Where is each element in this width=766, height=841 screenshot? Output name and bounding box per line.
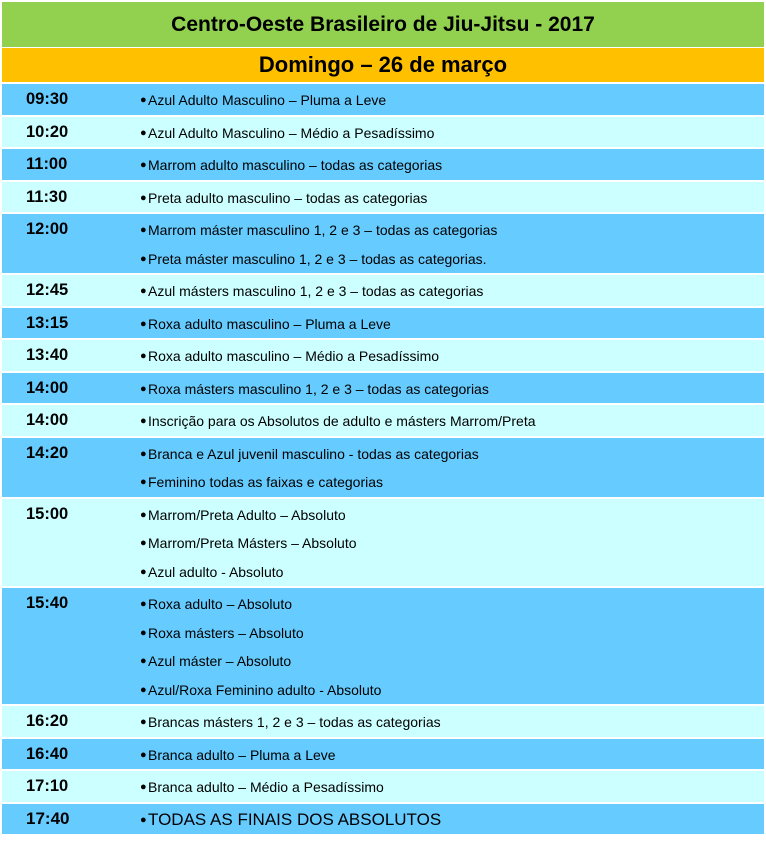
event-list <box>98 739 764 770</box>
schedule-row <box>2 804 764 837</box>
time-slot: 11:00 <box>26 155 68 173</box>
event-text: Branca adulto – Médio a Pesadíssimo <box>148 779 384 796</box>
time-slot: 10:20 <box>26 122 69 141</box>
event-list <box>98 405 764 436</box>
time-slot: 15:00 <box>26 504 69 523</box>
schedule-row <box>2 308 764 341</box>
schedule-row <box>2 84 764 117</box>
event-list <box>98 499 764 587</box>
bullet-icon: ● <box>140 716 147 729</box>
event-text: Preta adulto masculino – todas as categorias <box>148 189 428 206</box>
schedule-sheet <box>2 2 764 836</box>
time-slot: 09:30 <box>26 90 69 108</box>
list-item <box>98 741 764 770</box>
time-slot: 14:00 <box>26 411 69 429</box>
bullet-icon: ● <box>140 94 147 107</box>
schedule-row <box>2 149 764 182</box>
list-item <box>98 558 764 587</box>
list-item <box>98 342 764 371</box>
bullet-icon: ● <box>140 598 147 611</box>
event-list <box>98 182 764 213</box>
event-list <box>98 771 764 802</box>
event-list <box>98 340 764 371</box>
bullet-icon: ● <box>140 317 147 330</box>
bullet-icon: ● <box>140 655 147 668</box>
event-text: Marrom/Preta Másters – Absoluto <box>148 535 357 552</box>
event-list <box>98 275 764 306</box>
bullet-icon: ● <box>140 537 147 550</box>
event-text: Branca adulto – Pluma a Leve <box>148 746 336 763</box>
schedule-row <box>2 588 764 706</box>
list-item <box>98 773 764 802</box>
event-text: TODAS AS FINAIS DOS ABSOLUTOS <box>148 809 442 829</box>
schedule-row <box>2 706 764 739</box>
event-text: Roxa másters masculino 1, 2 e 3 – todas as categorias <box>148 380 489 397</box>
list-item <box>98 119 764 148</box>
event-text: Marrom/Preta Adulto – Absoluto <box>148 506 346 523</box>
bullet-icon: ● <box>140 565 147 578</box>
time-slot: 14:00 <box>26 378 69 397</box>
schedule-row <box>2 340 764 373</box>
time-slot: 15:40 <box>26 594 69 612</box>
event-list <box>98 438 764 497</box>
list-item <box>98 86 764 115</box>
event-list <box>98 149 764 180</box>
list-item <box>98 676 764 705</box>
bullet-icon: ● <box>140 813 147 826</box>
day-heading: Domingo – 26 de março <box>2 48 764 84</box>
list-item <box>98 184 764 213</box>
bullet-icon: ● <box>140 382 147 395</box>
list-item <box>98 501 764 530</box>
schedule-row <box>2 275 764 308</box>
bullet-icon: ● <box>140 159 147 172</box>
bullet-icon: ● <box>140 508 147 521</box>
bullet-icon: ● <box>140 285 147 298</box>
event-text: Marrom máster masculino 1, 2 e 3 – todas as categorias <box>148 222 498 239</box>
list-item <box>98 245 764 274</box>
bullet-icon: ● <box>140 683 147 696</box>
list-item <box>98 468 764 497</box>
list-item <box>98 216 764 245</box>
list-item <box>98 529 764 558</box>
event-text: Roxa adulto masculino – Médio a Pesadíssimo <box>148 348 440 365</box>
bullet-icon: ● <box>140 415 147 428</box>
schedule-row <box>2 214 764 275</box>
bullet-icon: ● <box>140 224 147 237</box>
schedule-row <box>2 373 764 406</box>
event-text: Azul másters masculino 1, 2 e 3 – todas as categorias <box>148 283 484 300</box>
bullet-icon: ● <box>140 626 147 639</box>
event-text: Azul/Roxa Feminino adulto - Absoluto <box>148 681 382 698</box>
bullet-icon: ● <box>140 350 147 363</box>
bullet-icon: ● <box>140 476 147 489</box>
event-text: Marrom adulto masculino – todas as categorias <box>148 157 443 174</box>
bullet-icon: ● <box>140 748 147 761</box>
event-text: Inscrição para os Absolutos de adulto e másters Marrom/Preta <box>148 413 536 430</box>
list-item <box>98 647 764 676</box>
time-slot: 12:00 <box>26 220 69 238</box>
time-slot: 17:10 <box>26 777 69 795</box>
event-list <box>98 373 764 404</box>
time-slot: 13:15 <box>26 313 69 332</box>
list-item <box>98 151 764 180</box>
bullet-icon: ● <box>140 126 147 139</box>
schedule-row <box>2 182 764 215</box>
list-item <box>98 375 764 404</box>
list-item <box>98 708 764 737</box>
schedule-row <box>2 771 764 804</box>
event-text: Roxa adulto – Absoluto <box>148 596 292 613</box>
event-text: Feminino todas as faixas e categorias <box>148 474 384 491</box>
event-list <box>98 84 764 115</box>
schedule-row <box>2 438 764 499</box>
time-slot: 12:45 <box>26 281 69 299</box>
event-list <box>98 804 764 835</box>
time-slot: 14:20 <box>26 443 69 462</box>
event-text: Roxa adulto masculino – Pluma a Leve <box>148 315 391 332</box>
list-item <box>98 440 764 469</box>
event-list <box>98 308 764 339</box>
list-item <box>98 806 764 835</box>
time-slot: 17:40 <box>26 808 70 828</box>
schedule-row <box>2 117 764 150</box>
bullet-icon: ● <box>140 252 147 265</box>
list-item <box>98 407 764 436</box>
event-text: Brancas másters 1, 2 e 3 – todas as categorias <box>148 714 441 731</box>
event-text: Branca e Azul juvenil masculino - todas as categorias <box>148 445 479 462</box>
event-text: Azul Adulto Masculino – Pluma a Leve <box>148 92 387 109</box>
event-text: Preta máster masculino 1, 2 e 3 – todas as categorias. <box>148 250 487 267</box>
schedule-row <box>2 499 764 589</box>
schedule-table <box>2 84 764 836</box>
bullet-icon: ● <box>140 447 147 460</box>
event-text: Azul Adulto Masculino – Médio a Pesadíssimo <box>148 124 435 141</box>
event-list <box>98 117 764 148</box>
list-item <box>98 277 764 306</box>
event-text: Azul adulto - Absoluto <box>148 563 284 580</box>
time-slot: 11:30 <box>26 187 68 206</box>
schedule-row <box>2 405 764 438</box>
event-list <box>98 706 764 737</box>
schedule-row <box>2 739 764 772</box>
event-text: Roxa másters – Absoluto <box>148 624 304 641</box>
page-title: Centro-Oeste Brasileiro de Jiu-Jitsu - 2017 <box>2 2 764 48</box>
list-item <box>98 590 764 619</box>
time-slot: 13:40 <box>26 346 69 364</box>
event-text: Azul máster – Absoluto <box>148 653 292 670</box>
list-item <box>98 619 764 648</box>
event-list <box>98 214 764 273</box>
bullet-icon: ● <box>140 191 147 204</box>
time-slot: 16:20 <box>26 712 69 730</box>
time-slot: 16:40 <box>26 744 69 763</box>
list-item <box>98 310 764 339</box>
event-list <box>98 588 764 704</box>
bullet-icon: ● <box>140 781 147 794</box>
